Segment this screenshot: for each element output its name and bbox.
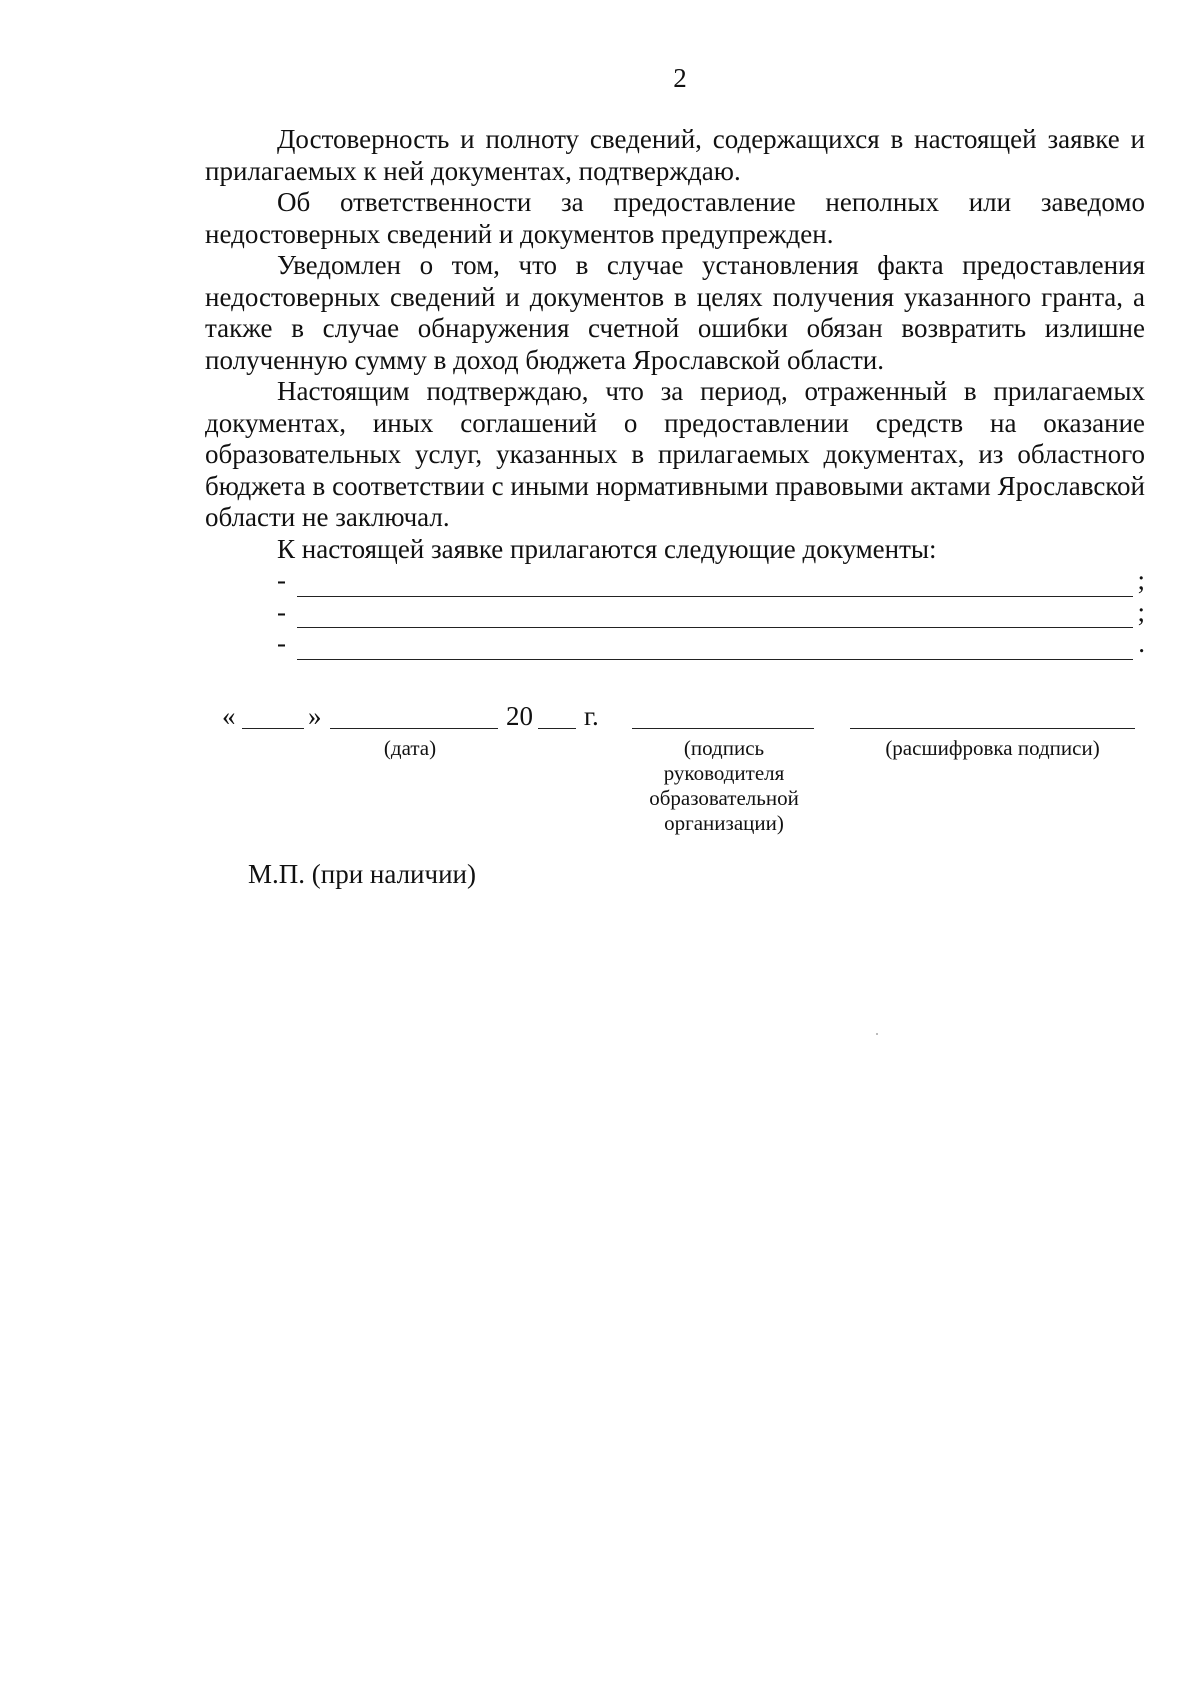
attachment-line[interactable]	[277, 597, 1145, 629]
signature-row	[222, 700, 1142, 740]
attachment-list	[205, 565, 1145, 660]
paragraph-responsibility: Об ответственности за предоставление неполных или заведомо недостоверных сведений и документов предупрежден.	[205, 187, 1145, 249]
signature-caption: (подпись руководителя образовательной организации)	[649, 736, 799, 835]
list-dash: -	[277, 596, 286, 627]
fill-in-line[interactable]	[297, 574, 1133, 597]
paragraph-no-agreements: Настоящим подтверждаю, что за период, отраженный в прилагаемых документах, иных соглашений о предоставлении средств на оказание образовательных услуг, указанных в прилагаемых документах, из областного бюджета в соответствии с иными нормативными правовыми актами Ярославской области не заключал.	[205, 376, 1145, 532]
year-prefix: 20	[506, 701, 533, 731]
paragraph-confirmation: Достоверность и полноту сведений, содержащихся в настоящей заявке и прилагаемых к ней документах, подтверждаю.	[205, 124, 1145, 186]
fill-in-line[interactable]	[297, 637, 1133, 660]
day-blank[interactable]	[242, 700, 304, 729]
year-suffix: г.	[584, 701, 599, 731]
body-text	[205, 124, 1145, 660]
line-end-mark: ;	[1137, 596, 1145, 627]
signature-decoding-blank[interactable]	[850, 700, 1135, 729]
attachment-line[interactable]	[277, 565, 1145, 597]
list-dash: -	[277, 628, 286, 658]
year-blank[interactable]	[538, 700, 576, 729]
open-quote: «	[222, 701, 236, 731]
line-end-mark: ;	[1137, 565, 1145, 595]
list-dash: -	[277, 565, 286, 595]
fill-in-line[interactable]	[297, 605, 1133, 628]
paragraph-notification: Уведомлен о том, что в случае установления факта предоставления недостоверных сведений и документов в целях получения указанного гранта, а также в случае обнаружения счетной ошибки обязан возвратить излишне полученную сумму в доход бюджета Ярославской области.	[205, 250, 1145, 375]
date-caption: (дата)	[383, 736, 437, 760]
paragraph-attachments-intro: К настоящей заявке прилагаются следующие документы:	[277, 533, 937, 564]
close-quote: »	[308, 701, 322, 731]
decoding-caption: (расшифровка подписи)	[885, 736, 1100, 760]
page-number: 2	[673, 63, 687, 93]
signature-blank[interactable]	[632, 700, 814, 729]
month-blank[interactable]	[330, 700, 498, 729]
attachment-line[interactable]	[277, 628, 1145, 660]
stamp-note: М.П. (при наличии)	[248, 859, 476, 889]
line-end-mark: .	[1138, 628, 1145, 658]
scan-speck	[876, 1033, 878, 1035]
